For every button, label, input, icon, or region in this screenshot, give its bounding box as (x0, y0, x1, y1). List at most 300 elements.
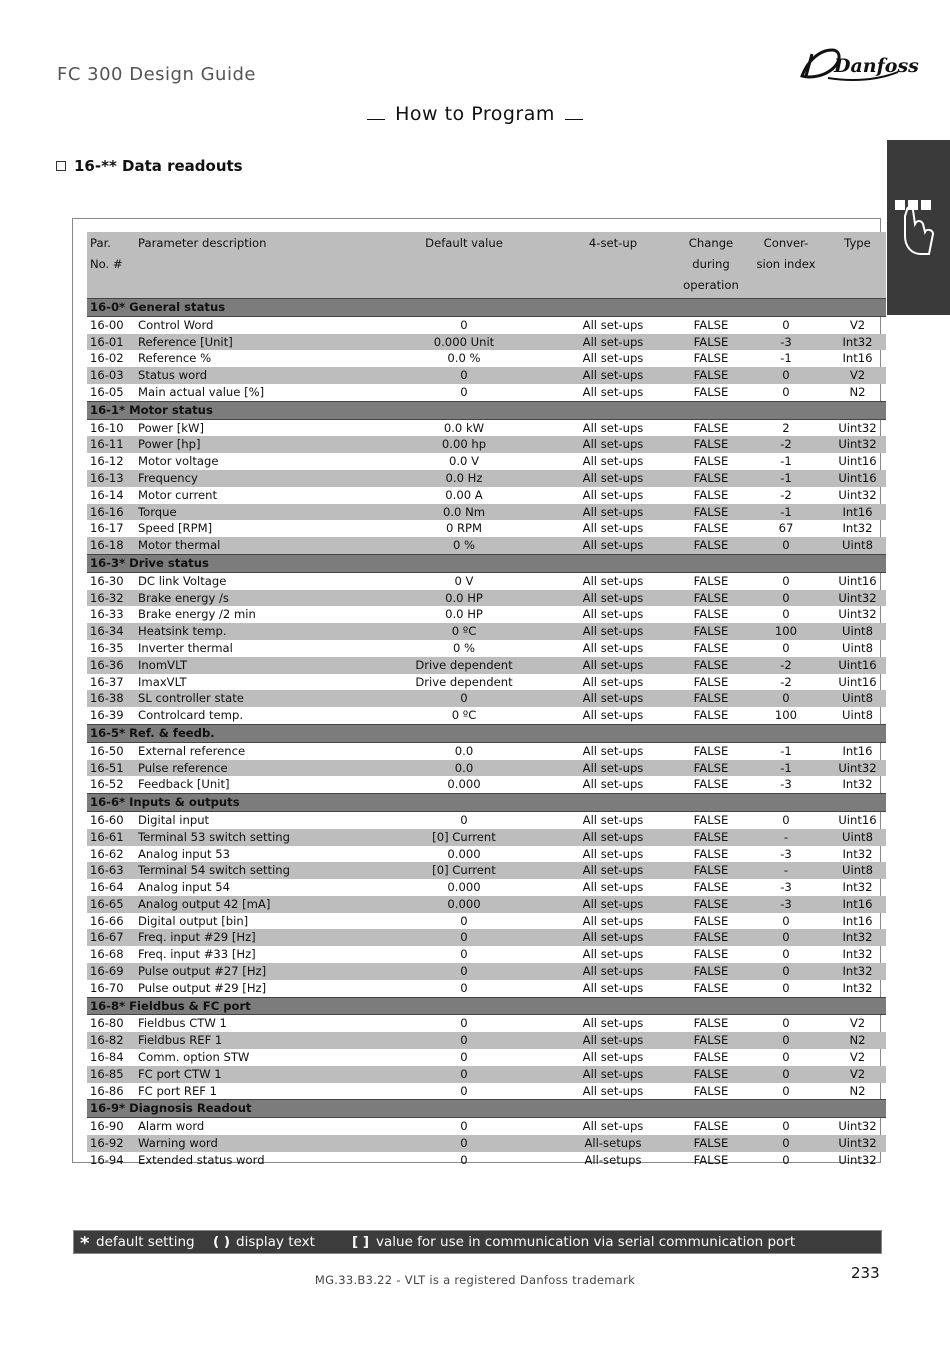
cell-number: 16-34 (87, 623, 135, 640)
cell-number: 16-84 (90, 1050, 124, 1065)
cell-change: FALSE (693, 640, 729, 655)
cell-type: Int16 (829, 896, 886, 913)
cell-default: 0.000 (447, 846, 481, 861)
cell-number: 16-66 (90, 913, 124, 928)
cell-default: Drive dependent (381, 657, 547, 674)
cell-conversion: -2 (743, 436, 829, 453)
cell-default: 0 (460, 913, 468, 928)
cell-description: FC port CTW 1 (135, 1066, 381, 1083)
cell-description: Analog output 42 [mA] (135, 896, 381, 913)
cell-type: Uint8 (829, 537, 886, 554)
cell-change: FALSE (693, 1083, 729, 1098)
cell-default: 0.000 (381, 896, 547, 913)
cell-type: Int32 (842, 980, 873, 995)
cell-description: Warning word (135, 1135, 381, 1152)
cell-change: FALSE (693, 980, 729, 995)
cell-description: Analog input 53 (138, 846, 231, 861)
group-title: 16-1* Motor status (87, 401, 886, 419)
cell-conversion: 0 (743, 367, 829, 384)
cell-default: 0 (460, 1016, 468, 1031)
group-title: 16-8* Fieldbus & FC port (87, 997, 886, 1015)
cell-description: Freq. input #29 [Hz] (135, 929, 381, 946)
cell-setup: All set-ups (547, 1066, 679, 1083)
cell-conversion: 0 (782, 640, 790, 655)
cell-conversion: 0 (782, 317, 790, 332)
cell-type: V2 (849, 1016, 866, 1031)
cell-default: 0 (381, 963, 547, 980)
table-row (87, 384, 886, 401)
cell-description: DC link Voltage (138, 573, 227, 588)
cell-change: FALSE (679, 436, 743, 453)
cell-default: 0 (460, 1119, 468, 1134)
table-row (87, 742, 886, 759)
legend-paren-symbol: ( ) (213, 1234, 231, 1250)
legend-display-text: display text (236, 1234, 315, 1250)
cell-type: Int32 (842, 947, 873, 962)
cell-change: FALSE (693, 454, 729, 469)
cell-default: 0.0 HP (445, 607, 483, 622)
cell-number: 16-36 (87, 657, 135, 674)
table-row (87, 879, 886, 896)
cell-number: 16-82 (87, 1032, 135, 1049)
table-row (87, 419, 886, 436)
cell-description: Alarm word (138, 1119, 205, 1134)
cell-description: Motor thermal (135, 537, 381, 554)
cell-default: 0 (460, 812, 468, 827)
table-row (87, 1135, 886, 1152)
cell-default: 0 (381, 929, 547, 946)
table-row (87, 1152, 886, 1169)
cell-default: 0 ºC (381, 623, 547, 640)
cell-default: 0.000 (447, 880, 481, 895)
cell-conversion: 100 (743, 623, 829, 640)
cell-default: 0 (381, 1032, 547, 1049)
cell-number: 16-33 (90, 607, 124, 622)
cell-description: Speed [RPM] (138, 521, 213, 536)
cell-type: Uint32 (838, 1119, 877, 1134)
legend-bar (73, 1230, 882, 1254)
cell-conversion: - (743, 862, 829, 879)
cell-description: Digital output [bin] (138, 913, 249, 928)
table-row (87, 1066, 886, 1083)
cell-type: Uint16 (829, 470, 886, 487)
cell-setup: All set-ups (582, 777, 644, 792)
cell-conversion: -3 (780, 880, 792, 895)
cell-default: 0 (460, 1050, 468, 1065)
cell-change: FALSE (693, 384, 729, 399)
table-row (87, 1032, 886, 1049)
cell-conversion: - (743, 829, 829, 846)
group-title: 16-0* General status (87, 299, 886, 317)
cell-change: FALSE (693, 487, 729, 502)
cell-number: 16-67 (87, 929, 135, 946)
cell-change: FALSE (693, 777, 729, 792)
cell-description: Motor voltage (138, 454, 219, 469)
cell-change: FALSE (693, 351, 729, 366)
cell-setup: All set-ups (582, 420, 644, 435)
cell-setup: All set-ups (582, 521, 644, 536)
cell-conversion: -3 (780, 777, 792, 792)
cell-change: FALSE (693, 521, 729, 536)
cell-setup: All set-ups (582, 674, 644, 689)
cell-type: Uint8 (829, 690, 886, 707)
cell-conversion: 0 (782, 947, 790, 962)
svg-text:Danfoss: Danfoss (834, 55, 919, 77)
cell-default: 0 (381, 690, 547, 707)
table-row (87, 929, 886, 946)
checkbox-square-icon (56, 161, 66, 171)
cell-change: FALSE (679, 1032, 743, 1049)
cell-setup: All set-ups (547, 470, 679, 487)
cell-default: [0] Current (381, 862, 547, 879)
table-row (87, 470, 886, 487)
table-row (87, 350, 886, 367)
cell-description: Power [kW] (138, 420, 204, 435)
cell-description: SL controller state (135, 690, 381, 707)
cell-default: 0.0 (454, 743, 474, 758)
table-body (87, 299, 886, 1169)
cell-default: 0 (460, 947, 468, 962)
cell-default: 0.0 % (447, 351, 481, 366)
cell-default: 0.00 A (445, 487, 483, 502)
cell-conversion: 0 (743, 1066, 829, 1083)
cell-change: FALSE (693, 846, 729, 861)
cell-change: FALSE (693, 317, 729, 332)
cell-number: 16-32 (87, 590, 135, 607)
cell-description: Inverter thermal (138, 640, 233, 655)
cell-change: FALSE (693, 880, 729, 895)
table-row (87, 316, 886, 333)
cell-change: FALSE (693, 1050, 729, 1065)
cell-default: 0 ºC (451, 708, 477, 723)
cell-type: Int32 (842, 521, 873, 536)
cell-type: Uint32 (829, 436, 886, 453)
cell-conversion: -2 (743, 657, 829, 674)
table-row (87, 811, 886, 828)
cell-number: 16-00 (90, 317, 124, 332)
cell-description: Power [hp] (135, 436, 381, 453)
cell-type: Uint16 (838, 454, 877, 469)
page-number: 233 (851, 1264, 880, 1282)
cell-type: Int16 (842, 351, 873, 366)
cell-setup: All set-ups (547, 367, 679, 384)
col-header-conversion: Conver- sion index (743, 232, 829, 299)
cell-change: FALSE (679, 657, 743, 674)
cell-default: 0 % (381, 537, 547, 554)
cell-default: 0.0 kW (443, 420, 485, 435)
cell-type: Uint8 (829, 623, 886, 640)
cell-default: 0 (460, 980, 468, 995)
cell-type: Uint16 (838, 674, 877, 689)
cell-description: Fieldbus REF 1 (135, 1032, 381, 1049)
cell-setup: All set-ups (547, 623, 679, 640)
cell-conversion: 0 (782, 1050, 790, 1065)
cell-number: 16-30 (90, 573, 124, 588)
cell-description: Motor current (138, 487, 218, 502)
cell-setup: All set-ups (547, 537, 679, 554)
cell-type: Uint32 (829, 1135, 886, 1152)
table-row (87, 707, 886, 724)
cell-setup: All set-ups (582, 351, 644, 366)
cell-number: 16-38 (87, 690, 135, 707)
group-header-row (87, 724, 886, 742)
cell-setup: All set-ups (582, 947, 644, 962)
cell-setup: All-setups (547, 1135, 679, 1152)
cell-number: 16-60 (90, 812, 124, 827)
cell-setup: All set-ups (582, 812, 644, 827)
table-row (87, 690, 886, 707)
cell-type: Uint32 (829, 590, 886, 607)
cell-number: 16-10 (90, 420, 124, 435)
cell-change: FALSE (679, 590, 743, 607)
cell-number: 16-03 (87, 367, 135, 384)
cell-description: Frequency (135, 470, 381, 487)
document-title: FC 300 Design Guide (57, 64, 256, 85)
cell-conversion: 0 (743, 1032, 829, 1049)
table-row (87, 590, 886, 607)
cell-change: FALSE (679, 862, 743, 879)
cell-description: Analog input 54 (138, 880, 231, 895)
col-header-type: Type (829, 232, 886, 299)
group-header-row (87, 554, 886, 572)
cell-default: 0 (381, 1135, 547, 1152)
chapter-title: How to Program (395, 103, 555, 125)
cell-default: 0 (460, 1083, 468, 1098)
cell-type: N2 (849, 384, 866, 399)
cell-setup: All set-ups (582, 607, 644, 622)
cell-change: FALSE (679, 963, 743, 980)
group-header-row (87, 299, 886, 317)
cell-conversion: -1 (780, 743, 792, 758)
cell-conversion: 0 (782, 913, 790, 928)
cell-number: 16-14 (90, 487, 124, 502)
cell-setup: All set-ups (547, 1032, 679, 1049)
table-row (87, 572, 886, 589)
cell-change: FALSE (679, 1066, 743, 1083)
cell-setup: All set-ups (582, 1083, 644, 1098)
group-title: 16-9* Diagnosis Readout (87, 1100, 886, 1118)
cell-description: Controlcard temp. (138, 708, 244, 723)
cell-change: FALSE (693, 947, 729, 962)
cell-description: Pulse output #29 [Hz] (138, 980, 267, 995)
cell-description: Heatsink temp. (135, 623, 381, 640)
cell-type: Uint8 (842, 640, 873, 655)
cell-default: 0.000 Unit (381, 334, 547, 351)
cell-setup: All set-ups (582, 980, 644, 995)
table-row (87, 913, 886, 930)
cell-number: 16-92 (87, 1135, 135, 1152)
cell-number: 16-70 (90, 980, 124, 995)
cell-conversion: -2 (780, 487, 792, 502)
cell-conversion: -3 (743, 334, 829, 351)
cell-type: Uint32 (838, 1152, 877, 1167)
cell-setup: All set-ups (547, 829, 679, 846)
cell-conversion: 0 (782, 812, 790, 827)
cell-type: Uint16 (829, 657, 886, 674)
cell-change: FALSE (693, 1152, 729, 1167)
cell-change: FALSE (679, 1135, 743, 1152)
table-row (87, 1118, 886, 1135)
cell-conversion: -3 (743, 896, 829, 913)
cell-type: Int32 (829, 929, 886, 946)
col-header-default: Default value (381, 232, 547, 299)
cell-type: Int32 (829, 963, 886, 980)
cell-default: 0 (460, 317, 468, 332)
cell-setup: All set-ups (547, 436, 679, 453)
cell-description: Extended status word (138, 1152, 265, 1167)
cell-setup: All set-ups (582, 317, 644, 332)
cell-conversion: 0 (782, 1016, 790, 1031)
table-row (87, 606, 886, 623)
cell-default: 0 (460, 384, 468, 399)
cell-description: Torque (135, 504, 381, 521)
cell-description: InomVLT (135, 657, 381, 674)
col-header-number: Par. No. # (87, 232, 135, 299)
cell-default: 0 V (454, 573, 474, 588)
group-title: 16-6* Inputs & outputs (87, 794, 886, 812)
chapter-heading (0, 103, 950, 125)
cell-change: FALSE (679, 470, 743, 487)
cell-conversion: 67 (778, 521, 794, 536)
cell-change: FALSE (679, 537, 743, 554)
cell-type: V2 (849, 317, 866, 332)
cell-type: V2 (829, 367, 886, 384)
cell-setup: All set-ups (547, 963, 679, 980)
cell-number: 16-52 (90, 777, 124, 792)
group-title: 16-3* Drive status (87, 554, 886, 572)
cell-conversion: 0 (743, 690, 829, 707)
cell-description: Feedback [Unit] (138, 777, 230, 792)
cell-setup: All set-ups (582, 880, 644, 895)
group-title: 16-5* Ref. & feedb. (87, 724, 886, 742)
cell-default: [0] Current (381, 829, 547, 846)
cell-setup: All set-ups (582, 743, 644, 758)
cell-number: 16-94 (90, 1152, 124, 1167)
cell-setup: All set-ups (582, 1016, 644, 1031)
cell-type: Uint8 (829, 862, 886, 879)
hand-keypad-icon (893, 196, 943, 258)
cell-number: 16-17 (90, 521, 124, 536)
table-row (87, 640, 886, 657)
cell-type: Uint32 (838, 487, 877, 502)
legend-bracket-symbol: [ ] (352, 1234, 370, 1250)
cell-number: 16-16 (87, 504, 135, 521)
cell-number: 16-68 (90, 947, 124, 962)
cell-description: Fieldbus CTW 1 (138, 1016, 227, 1031)
cell-default: Drive dependent (415, 674, 513, 689)
table-row (87, 896, 886, 913)
cell-type: Int32 (829, 334, 886, 351)
cell-description: Pulse output #27 [Hz] (135, 963, 381, 980)
section-heading (56, 157, 243, 175)
cell-change: FALSE (693, 1119, 729, 1134)
cell-type: Int32 (842, 777, 873, 792)
cell-conversion: 0 (782, 1119, 790, 1134)
col-header-change: Change during operation (679, 232, 743, 299)
cell-number: 16-51 (87, 760, 135, 777)
table-row (87, 1049, 886, 1066)
cell-conversion: 0 (782, 1083, 790, 1098)
cell-type: Uint32 (838, 607, 877, 622)
cell-change: FALSE (679, 690, 743, 707)
cell-default: 0.0 (381, 760, 547, 777)
cell-conversion: -2 (780, 674, 792, 689)
cell-number: 16-85 (87, 1066, 135, 1083)
cell-type: Uint8 (842, 708, 873, 723)
cell-setup: All set-ups (582, 384, 644, 399)
table-row (87, 487, 886, 504)
table-row (87, 980, 886, 997)
table-row (87, 862, 886, 879)
table-row (87, 946, 886, 963)
cell-number: 16-65 (87, 896, 135, 913)
cell-conversion: -1 (780, 454, 792, 469)
cell-number: 16-35 (90, 640, 124, 655)
cell-setup: All set-ups (582, 846, 644, 861)
cell-number: 16-69 (87, 963, 135, 980)
table-row (87, 846, 886, 863)
cell-setup: All set-ups (582, 708, 644, 723)
cell-number: 16-50 (90, 743, 124, 758)
cell-change: FALSE (679, 929, 743, 946)
cell-setup: All set-ups (547, 760, 679, 777)
table-row (87, 623, 886, 640)
cell-description: Comm. option STW (138, 1050, 250, 1065)
cell-number: 16-11 (87, 436, 135, 453)
cell-setup: All set-ups (547, 929, 679, 946)
cell-conversion: 2 (782, 420, 790, 435)
cell-type: N2 (849, 1083, 866, 1098)
cell-number: 16-61 (87, 829, 135, 846)
cell-default: 0 (381, 1066, 547, 1083)
cell-change: FALSE (693, 674, 729, 689)
cell-number: 16-12 (90, 454, 124, 469)
legend-communication-text: value for use in communication via serial communication port (376, 1234, 796, 1250)
cell-setup: All-setups (584, 1152, 642, 1167)
cell-conversion: 0 (743, 590, 829, 607)
cell-conversion: 100 (774, 708, 798, 723)
cell-change: FALSE (693, 913, 729, 928)
cell-setup: All set-ups (547, 862, 679, 879)
cell-description: Status word (135, 367, 381, 384)
cell-description: Main actual value [%] (138, 384, 265, 399)
cell-change: FALSE (693, 573, 729, 588)
asterisk-icon: * (80, 1233, 90, 1254)
table-row (87, 1015, 886, 1032)
table-row (87, 334, 886, 351)
cell-type: Int32 (842, 846, 873, 861)
col-header-description: Parameter description (135, 232, 381, 299)
cell-conversion: 0 (782, 980, 790, 995)
cell-description: Reference [Unit] (135, 334, 381, 351)
table-row (87, 829, 886, 846)
cell-conversion: 0 (743, 963, 829, 980)
group-header-row (87, 401, 886, 419)
cell-setup: All set-ups (582, 1050, 644, 1065)
cell-setup: All set-ups (582, 640, 644, 655)
cell-setup: All set-ups (582, 454, 644, 469)
cell-change: FALSE (693, 1016, 729, 1031)
cell-change: FALSE (693, 607, 729, 622)
cell-number: 16-05 (90, 384, 124, 399)
cell-conversion: -1 (743, 470, 829, 487)
cell-conversion: 0 (782, 573, 790, 588)
cell-number: 16-13 (87, 470, 135, 487)
cell-change: FALSE (679, 829, 743, 846)
cell-type: Uint32 (838, 420, 877, 435)
cell-number: 16-39 (90, 708, 124, 723)
cell-setup: All set-ups (547, 590, 679, 607)
